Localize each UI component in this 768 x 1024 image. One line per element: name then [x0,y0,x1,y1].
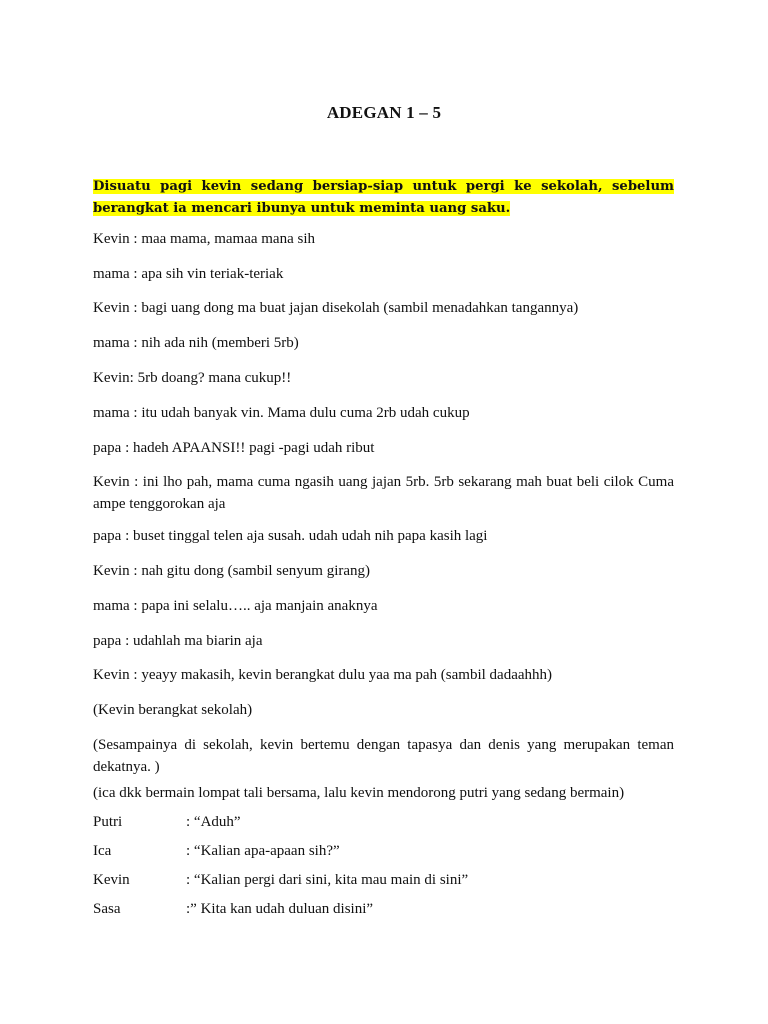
dialog-speaker: Putri [93,814,123,830]
dialog-row [93,869,674,891]
stage-direction: (Kevin berangkat sekolah) [93,702,253,718]
script-line: Kevin : yeayy makasih, kevin berangkat dulu yaa ma pah (sambil dadaahhh) [93,667,553,683]
dialog-row [93,811,674,833]
dialog-text: : “Aduh” [186,814,241,830]
script-line: mama : papa ini selalu….. aja manjain anaknya [93,598,378,614]
script-line: mama : nih ada nih (memberi 5rb) [93,335,299,351]
dialog-speaker: Sasa [93,901,121,917]
dialog-speaker: Ica [93,843,112,859]
dialog-text: : “Kalian apa-apaan sih?” [186,843,340,859]
stage-direction: (ica dkk bermain lompat tali bersama, lalu kevin mendorong putri yang sedang bermain) [93,785,625,801]
script-line: Kevin: 5rb doang? mana cukup!! [93,370,292,386]
script-line: papa : buset tinggal telen aja susah. udah udah nih papa kasih lagi [93,528,488,544]
script-line: mama : apa sih vin teriak-teriak [93,266,284,282]
intro-highlight: Disuatu pagi kevin sedang bersiap-siap untuk pergi ke sekolah, sebelum berangkat ia mencari ibunya untuk meminta uang saku. [93,179,674,216]
dialog-row [93,898,674,920]
dialog-row [93,840,674,862]
script-line: mama : itu udah banyak vin. Mama dulu cuma 2rb udah cukup [93,405,470,421]
script-line: Kevin : nah gitu dong (sambil senyum girang) [93,563,371,579]
intro-paragraph [93,176,674,220]
script-line: papa : hadeh APAANSI!! pagi -pagi udah ribut [93,440,375,456]
dialog-text: :” Kita kan udah duluan disini” [186,901,374,917]
dialog-text: : “Kalian pergi dari sini, kita mau main di sini” [186,872,469,888]
stage-direction: (Sesampainya di sekolah, kevin bertemu dengan tapasya dan denis yang merupakan teman dekatnya. ) [93,737,674,775]
script-line: Kevin : bagi uang dong ma buat jajan disekolah (sambil menadahkan tangannya) [93,300,579,316]
script-line: Kevin : maa mama, mamaa mana sih [93,231,316,247]
page-title: ADEGAN 1 – 5 [326,103,442,122]
dialog-speaker: Kevin [93,872,130,888]
script-line: papa : udahlah ma biarin aja [93,633,263,649]
script-line: Kevin : ini lho pah, mama cuma ngasih uang jajan 5rb. 5rb sekarang mah buat beli cilok Cuma ampe tenggorokan aja [93,474,674,512]
